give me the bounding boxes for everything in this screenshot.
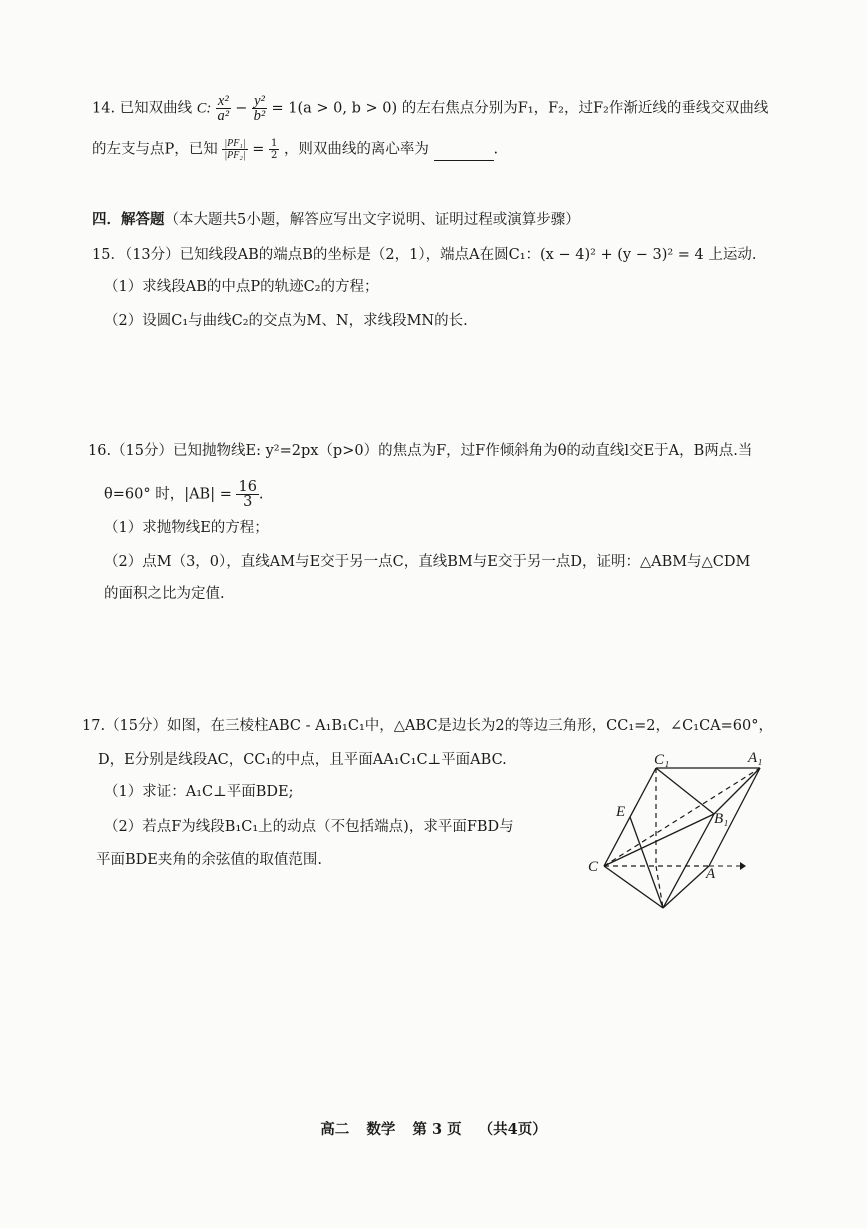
q15-line1: （13分）已知线段AB的端点B的坐标是（2，1），端点A在圆C₁：(x − 4)² + (y − 3)² = 4 上运动. — [124, 247, 757, 263]
q14-frac-x — [216, 94, 231, 123]
q14-ratio — [222, 138, 247, 161]
q14-text1: 的左右焦点分别为F₁，F₂，过F₂作渐近线的垂线交双曲线 — [401, 100, 769, 117]
label-B1: B₁ — [714, 811, 729, 827]
q16-number: 16. — [88, 443, 112, 459]
q14-curve-name: C: — [196, 100, 212, 117]
q16-line2-end: . — [258, 486, 264, 503]
label-A: A — [706, 866, 716, 882]
q15-part1: （1）求线段AB的中点P的轨迹C₂的方程； — [104, 279, 379, 295]
edge-E-B — [630, 817, 663, 908]
footer-grade: 高二 — [320, 1121, 350, 1138]
q17-part1: （1）求证：A₁C⊥平面BDE; — [104, 784, 294, 800]
edge-C-A1-dashed — [604, 768, 760, 866]
q14-pf2: |PF₂| — [224, 150, 246, 161]
footer-page: 第 3 页 — [412, 1121, 462, 1138]
edge-D-B-dashed — [656, 866, 663, 908]
q14-number: 14. — [92, 100, 116, 117]
q17-line2: D，E分别是线段AC，CC₁的中点，且平面AA₁C₁C⊥平面ABC. — [98, 752, 507, 768]
q16-line2-a: θ=60° 时，|AB| = — [104, 486, 232, 503]
question-16 — [88, 441, 752, 461]
question-16-line2 — [104, 480, 264, 509]
footer-subject: 数学 — [366, 1121, 396, 1138]
page-footer — [0, 1118, 867, 1139]
footer-total: （共4页） — [478, 1121, 547, 1138]
q16-frac-den: 3 — [243, 494, 253, 510]
q14-line2-a: 的左支与点P，已知 — [92, 141, 218, 158]
label-E: E — [616, 804, 626, 820]
q16-part2: （2）点M（3，0），直线AM与E交于另一点C，直线BM与E交于另一点D，证明：△ABM与△CDM — [104, 554, 751, 570]
q16-frac — [236, 480, 258, 509]
q14-eq: = — [252, 141, 265, 158]
q16-line1: （15分）已知抛物线E: y²=2px（p>0）的焦点为F，过F作倾斜角为θ的动直线l交E于A，B两点.当 — [111, 443, 753, 459]
answer-blank — [434, 146, 494, 161]
axis-arrowhead — [740, 862, 746, 870]
section-4-title: 四．解答题 — [92, 211, 165, 228]
question-15 — [92, 245, 757, 265]
q16-frac-num: 16 — [238, 479, 257, 495]
edge-C-B — [604, 866, 663, 908]
q14-pf1: |PF₁| — [224, 138, 246, 149]
q17-number: 17. — [82, 718, 106, 734]
q15-number: 15． — [92, 247, 125, 263]
q14-intro: 已知双曲线 — [119, 100, 193, 117]
q17-line1: （15分）如图，在三棱柱ABC - A₁B₁C₁中，△ABC是边长为2的等边三角形，CC₁=2，∠C₁CA=60°， — [105, 718, 773, 734]
q15-part2: （2）设圆C₁与曲线C₂的交点为M、N，求线段MN的长. — [104, 313, 468, 329]
section-4-heading — [92, 210, 580, 230]
q14-b-sq: b² — [253, 108, 266, 124]
section-4-note: （本大题共5小题，解答应写出文字说明、证明过程或演算步骤） — [164, 212, 580, 228]
q14-line2-end: . — [493, 141, 499, 158]
q14-eq-tail: = 1(a > 0, b > 0) — [271, 100, 398, 117]
q17-part2-cont: 平面BDE夹角的余弦值的取值范围. — [96, 852, 322, 868]
q16-part2-cont: 的面积之比为定值. — [104, 586, 225, 602]
q14-a-sq: a² — [217, 108, 230, 124]
q14-frac-y — [252, 94, 267, 123]
label-A1: A₁ — [748, 750, 763, 766]
edge-C-B1 — [604, 814, 714, 866]
q14-half — [269, 138, 279, 161]
q14-x-sq: x² — [217, 93, 229, 109]
q14-line2-b: ，则双曲线的离心率为 — [283, 141, 429, 158]
edge-C1-B1 — [656, 768, 714, 814]
question-14-line2 — [92, 138, 498, 161]
q14-half-num: 1 — [270, 138, 278, 149]
q16-part1: （1）求抛物线E的方程； — [104, 520, 269, 536]
q14-half-den: 2 — [270, 150, 278, 161]
question-14: 14. 已知双曲线 C: $\frac{\text{x²}}{\text{a²}}$ − $\frac{\text{y²}}{\text{b²}}$ = 1(a > 0, b > 0) 的左右焦点分别为F₁，F₂，过F₂作渐近线的垂线交双曲线 — [92, 93, 769, 124]
label-C: C — [588, 859, 599, 875]
question-17 — [82, 716, 773, 736]
prism-figure — [580, 740, 780, 930]
edge-B-A — [663, 866, 709, 908]
edge-B-B1 — [663, 814, 714, 908]
label-C1: C₁ — [654, 752, 670, 768]
q17-part2: （2）若点F为线段B₁C₁上的动点（不包括端点)，求平面FBD与 — [104, 819, 514, 835]
edge-B1-A1 — [714, 768, 760, 814]
q14-y-sq: y² — [254, 93, 265, 109]
